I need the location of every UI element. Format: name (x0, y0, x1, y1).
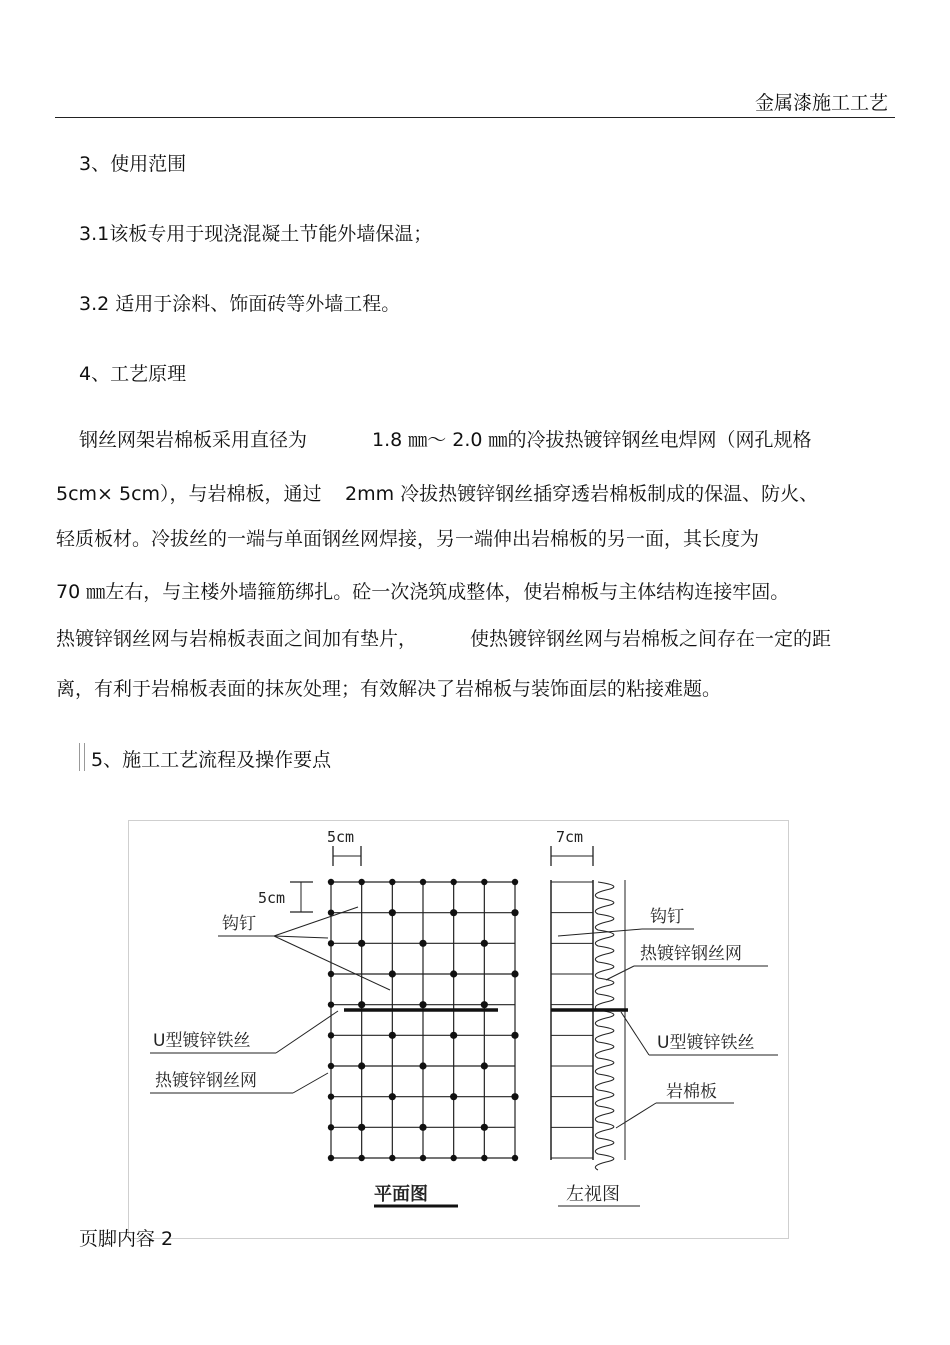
mesh-node-dot (481, 940, 488, 947)
plan-vertical-spacing-label: 5cm (258, 889, 286, 907)
header-rule (55, 117, 895, 118)
mesh-node-dot (450, 1155, 456, 1161)
mesh-panel-figure (128, 820, 790, 1240)
mesh-node-dot (419, 940, 426, 947)
mesh-node-dot (512, 879, 518, 885)
mesh-node-dot (419, 1062, 426, 1069)
rockwool-leader (616, 1103, 656, 1128)
mesh-node-dot (511, 909, 518, 916)
page-footer: 页脚内容 2 (79, 1228, 174, 1250)
mesh-node-dot (511, 970, 518, 977)
mesh-label: 热镀锌钢丝网 (155, 1071, 257, 1091)
u-wire-leader (276, 1011, 338, 1053)
mesh-side-leader (606, 966, 634, 980)
mesh-node-dot (328, 1155, 334, 1161)
section4-paragraph-line3: 轻质板材。冷拔丝的一端与单面钢丝网焊接，另一端伸出岩棉板的另一面，其长度为 (56, 528, 760, 550)
mesh-node-dot (389, 970, 396, 977)
mesh-node-dot (328, 1001, 334, 1007)
mesh-node-dot (389, 1032, 396, 1039)
mesh-node-dot (358, 1062, 365, 1069)
side-spacing-label: 7cm (556, 828, 584, 846)
section4-paragraph-line5a: 热镀锌钢丝网与岩棉板表面之间加有垫片， (56, 628, 418, 650)
mesh-node-dot (420, 879, 426, 885)
mesh-node-dot (420, 1155, 426, 1161)
mesh-node-dot (481, 1155, 487, 1161)
section3-item1: 3.1该板专用于现浇混凝土节能外墙保温； (79, 223, 433, 245)
mesh-node-dot (389, 1155, 395, 1161)
mesh-node-dot (358, 1124, 365, 1131)
mesh-node-dot (358, 1001, 365, 1008)
section3-item2: 3.2 适用于涂料、饰面砖等外墙工程。 (79, 293, 401, 315)
section3-heading: 3、使用范围 (79, 153, 187, 175)
text-cursor-marker (79, 743, 85, 771)
mesh-node-dot (481, 1001, 488, 1008)
mesh-node-dot (358, 940, 365, 947)
mesh-node-dot (358, 1155, 364, 1161)
mesh-node-dot (450, 1093, 457, 1100)
mesh-node-dot (481, 879, 487, 885)
mesh-side-label: 热镀锌钢丝网 (640, 944, 742, 964)
section5-heading: 5、施工工艺流程及操作要点 (91, 749, 332, 771)
side-caption: 左视图 (566, 1184, 620, 1205)
mesh-node-dot (358, 879, 364, 885)
hook-leader-2 (274, 936, 328, 938)
section4-paragraph-line4: 70 ㎜左右，与主楼外墙箍筋绑扎。砼一次浇筑成整体，使岩棉板与主体结构连接牢固。 (56, 581, 790, 603)
mesh-node-dot (328, 1063, 334, 1069)
mesh-node-dot (481, 1124, 488, 1131)
hook-side-label: 钩钉 (650, 907, 684, 927)
hook-label: 钩钉 (222, 914, 256, 934)
mesh-node-dot (481, 1062, 488, 1069)
rockwool-label: 岩棉板 (666, 1082, 717, 1102)
mesh-node-dot (511, 1032, 518, 1039)
section4-paragraph-line1b: 1.8 ㎜～ 2.0 ㎜的冷拔热镀锌钢丝电焊网（网孔规格 (372, 429, 812, 451)
mesh-node-dot (328, 909, 334, 915)
section4-paragraph-line2a: 5cm× 5cm），与岩棉板，通过 (56, 483, 322, 505)
plan-view-grid (328, 879, 519, 1161)
mesh-node-dot (450, 1032, 457, 1039)
mesh-node-dot (419, 1001, 426, 1008)
u-wire-label: U型镀锌铁丝 (153, 1031, 251, 1051)
mesh-node-dot (328, 879, 334, 885)
mesh-node-dot (511, 1093, 518, 1100)
page-header-title: 金属漆施工工艺 (754, 92, 888, 114)
hook-leader-1 (274, 907, 358, 936)
mesh-node-dot (328, 940, 334, 946)
mesh-node-dot (389, 1093, 396, 1100)
section4-heading: 4、工艺原理 (79, 363, 187, 385)
section4-paragraph-line2b: 2mm 冷拔热镀锌钢丝插穿透岩棉板制成的保温、防火、 (345, 483, 819, 505)
mesh-node-dot (389, 879, 395, 885)
plan-caption: 平面图 (374, 1184, 428, 1205)
mesh-node-dot (328, 971, 334, 977)
mesh-node-dot (389, 909, 396, 916)
mesh-node-dot (450, 909, 457, 916)
section4-paragraph-line1a: 钢丝网架岩棉板采用直径为 (79, 429, 308, 451)
mesh-node-dot (328, 1093, 334, 1099)
rockwool-texture (595, 882, 614, 1170)
mesh-leader (293, 1073, 328, 1093)
side-view-rows (551, 882, 593, 1158)
u-wire-side-label: U型镀锌铁丝 (657, 1033, 755, 1053)
section4-paragraph-line6: 离，有利于岩棉板表面的抹灰处理；有效解决了岩棉板与装饰面层的粘接难题。 (56, 678, 722, 700)
mesh-node-dot (450, 879, 456, 885)
mesh-node-dot (328, 1124, 334, 1130)
mesh-node-dot (419, 1124, 426, 1131)
figure-border (129, 821, 789, 1239)
mesh-node-dot (328, 1032, 334, 1038)
plan-spacing-label: 5cm (327, 828, 355, 846)
mesh-node-dot (450, 970, 457, 977)
section4-paragraph-line5b: 使热镀锌钢丝网与岩棉板之间存在一定的距 (470, 628, 832, 650)
mesh-node-dot (512, 1155, 518, 1161)
mesh-panel-diagram (128, 820, 790, 1240)
